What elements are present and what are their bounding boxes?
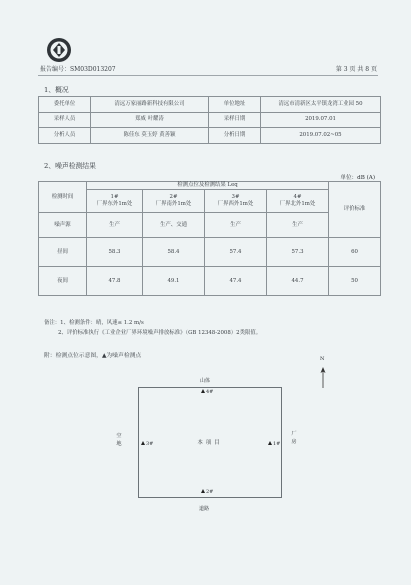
- overview-table: [38, 96, 381, 144]
- monitoring-point-2: 2#: [201, 489, 213, 495]
- north-boundary-label: 山体: [200, 378, 211, 384]
- cell-value: 陈佳东 莫玉婷 黄善颖: [91, 128, 209, 144]
- source-cell: 生产: [205, 213, 267, 238]
- triangle-marker-icon: [201, 389, 205, 393]
- note-1: 备注：1、检测条件：晴，风速≤ 1.2 m/s: [44, 320, 144, 326]
- cma-seal-icon: [46, 37, 72, 63]
- page-number: 第 3 页 共 8 页: [335, 66, 377, 73]
- note-2: 2、评价标准执行《工业企业厂界环境噪声排放标准》（GB 12348-2008）2类限值。: [58, 330, 262, 336]
- cell-label: 采样人员: [39, 112, 91, 128]
- triangle-marker-icon: [141, 441, 145, 445]
- value-cell: 57.4: [205, 238, 267, 267]
- point-header: 3# 厂界西外1m处: [205, 190, 267, 213]
- point-header: 1# 厂界东外1m处: [87, 190, 143, 213]
- value-cell: 47.8: [87, 267, 143, 296]
- cell-label: 单位地址: [209, 97, 261, 113]
- diagram-caption: 附：检测点位示意图，▲为噪声检测点: [44, 353, 142, 359]
- west-boundary-label: 空地: [116, 433, 122, 448]
- point-header: 4# 厂界北外1m处: [267, 190, 329, 213]
- table-row: [39, 238, 381, 267]
- cell-value: 2019.07.02~05: [261, 128, 381, 144]
- source-cell: 生产: [267, 213, 329, 238]
- standard-cell: 60: [329, 238, 381, 267]
- project-site-label: 本项目: [197, 440, 223, 446]
- cell-label: 分析人员: [39, 128, 91, 144]
- monitoring-point-1: 1#: [268, 441, 280, 447]
- header-group: 检测点位及检测结果 Leq: [87, 182, 329, 190]
- value-cell: 49.1: [143, 267, 205, 296]
- south-boundary-label: 道路: [199, 506, 210, 512]
- unit-label: 单位：dB (A): [340, 175, 375, 181]
- standard-cell: 50: [329, 267, 381, 296]
- time-cell: 昼间: [39, 238, 87, 267]
- north-label: N: [320, 356, 325, 362]
- monitoring-point-4: 4#: [201, 389, 213, 395]
- point-header: 2# 厂界南外1m处: [143, 190, 205, 213]
- table-row: [39, 128, 381, 144]
- source-label: 噪声源: [39, 213, 87, 238]
- cell-value: 清远万家丽路新科技有限公司: [91, 97, 209, 113]
- monitoring-point-3: 3#: [141, 441, 153, 447]
- triangle-marker-icon: [201, 489, 205, 493]
- header-divider: [38, 75, 378, 76]
- project-site-box: [138, 387, 282, 498]
- source-cell: 生产、交通: [143, 213, 205, 238]
- source-cell: 生产: [87, 213, 143, 238]
- north-arrow-icon: [318, 363, 328, 388]
- cell-value: 2019.07.01: [261, 112, 381, 128]
- value-cell: 47.4: [205, 267, 267, 296]
- noise-results-table: [38, 181, 381, 296]
- table-row: [39, 267, 381, 296]
- triangle-marker-icon: [268, 441, 272, 445]
- cell-label: 采样日期: [209, 112, 261, 128]
- header-time: 检测时间: [39, 182, 87, 213]
- cell-value: 郑威 叶耀涛: [91, 112, 209, 128]
- table-row: [39, 112, 381, 128]
- time-cell: 夜间: [39, 267, 87, 296]
- cell-label: 分析日期: [209, 128, 261, 144]
- section-1-title: 1、概况: [44, 86, 69, 94]
- value-cell: 44.7: [267, 267, 329, 296]
- east-boundary-label: 厂房: [291, 431, 297, 446]
- value-cell: 58.4: [143, 238, 205, 267]
- cell-label: 委托单位: [39, 97, 91, 113]
- value-cell: 57.3: [267, 238, 329, 267]
- table-row: [39, 97, 381, 113]
- value-cell: 58.3: [87, 238, 143, 267]
- header-standard: 评价标准: [329, 182, 381, 238]
- cell-value: 清远市清新区太平镇龙湾工业园 50: [261, 97, 381, 113]
- section-2-title: 2、噪声检测结果: [44, 162, 96, 170]
- report-number: 报告编号：SM03D013207: [40, 66, 116, 73]
